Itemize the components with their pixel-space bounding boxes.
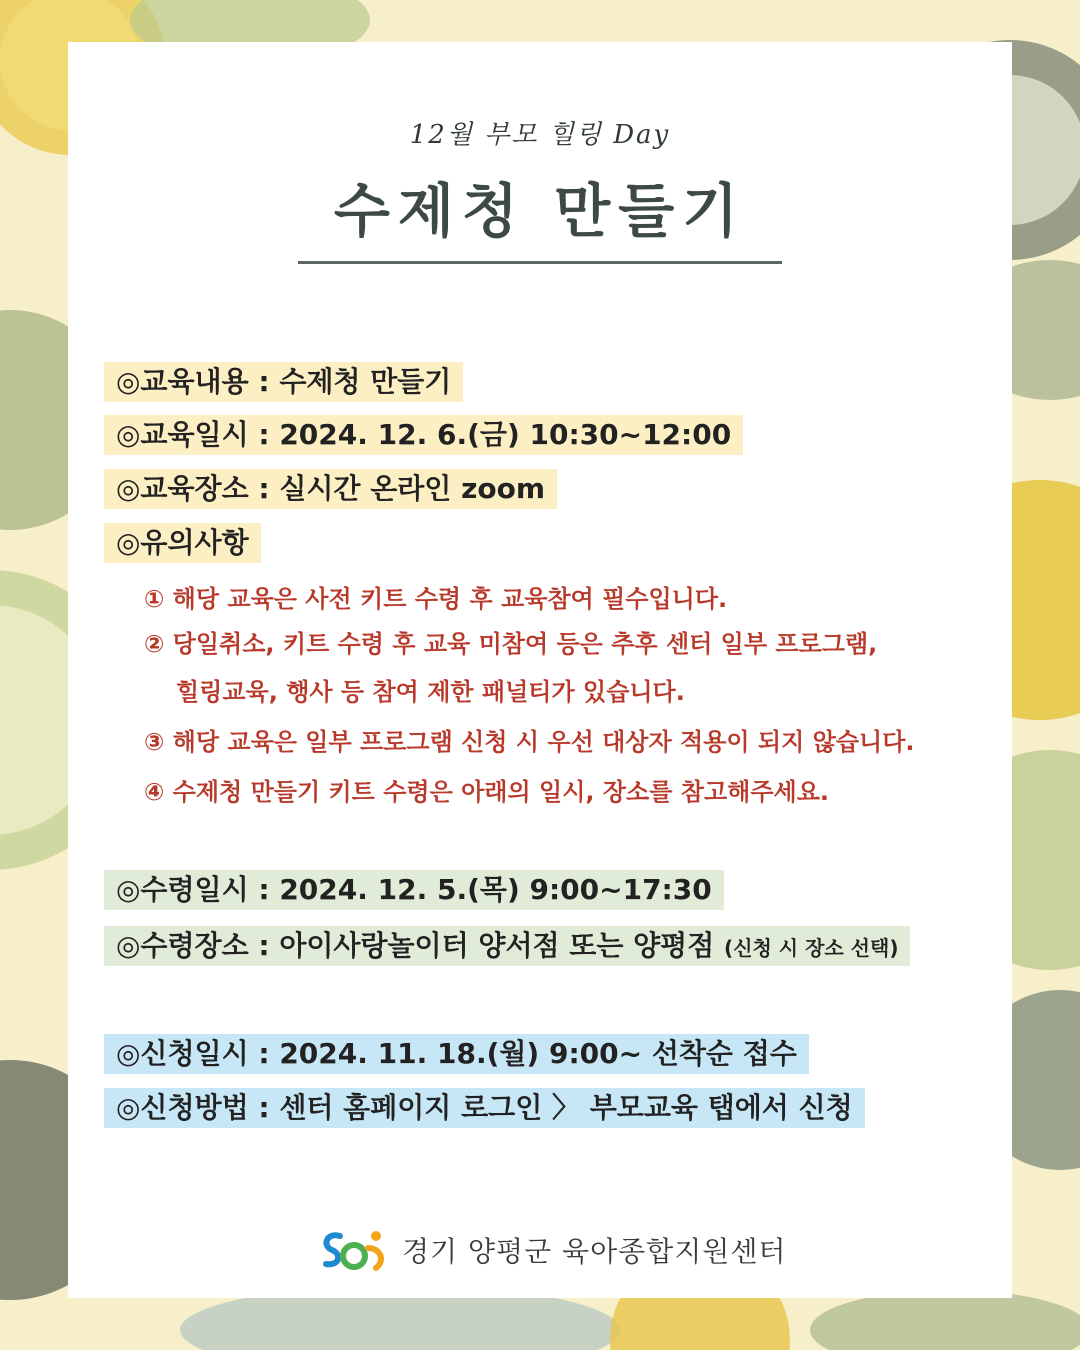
footer-org (318, 1222, 786, 1278)
info-row-notice-heading: ◎유의사항 (104, 523, 261, 563)
pickup-place-row (104, 926, 910, 966)
notice-item-4: ④ 수제청 만들기 키트 수령은 아래의 일시, 장소를 참고해주세요. (144, 778, 829, 806)
content-card (68, 42, 1012, 1298)
notice-item-3: ③ 해당 교육은 일부 프로그램 신청 시 우선 대상자 적용이 되지 않습니다. (144, 728, 915, 756)
apply-method-row: ◎신청방법 : 센터 홈페이지 로그인 〉 부모교육 탭에서 신청 (104, 1088, 865, 1128)
page-title: 수제청 만들기 (333, 177, 747, 245)
info-row-location: ◎교육장소 : 실시간 온라인 zoom (104, 469, 557, 509)
notice-item-2-continued: 힐링교육, 행사 등 참여 제한 패널티가 있습니다. (176, 678, 685, 706)
pickup-place-text: ◎수령장소 : 아이사랑놀이터 양서점 또는 양평점 (116, 929, 715, 962)
notice-item-2: ② 당일취소, 키트 수령 후 교육 미참여 등은 추후 센터 일부 프로그램, (144, 630, 878, 658)
pickup-date-row: ◎수령일시 : 2024. 12. 5.(목) 9:00~17:30 (104, 870, 724, 910)
pickup-place-note: (신청 시 장소 선택) (724, 936, 899, 960)
center-logo-icon (318, 1226, 390, 1274)
org-name: 경기 양평군 육아종합지원센터 (402, 1235, 787, 1268)
apply-date-row: ◎신청일시 : 2024. 11. 18.(월) 9:00~ 선착순 접수 (104, 1034, 809, 1074)
info-row-datetime: ◎교육일시 : 2024. 12. 6.(금) 10:30~12:00 (104, 415, 743, 455)
info-row-content: ◎교육내용 : 수제청 만들기 (104, 362, 463, 402)
event-subtitle: 12월 부모 힐링 Day (409, 120, 671, 150)
title-divider (298, 261, 782, 264)
notice-item-1: ① 해당 교육은 사전 키트 수령 후 교육참여 필수입니다. (144, 585, 728, 613)
